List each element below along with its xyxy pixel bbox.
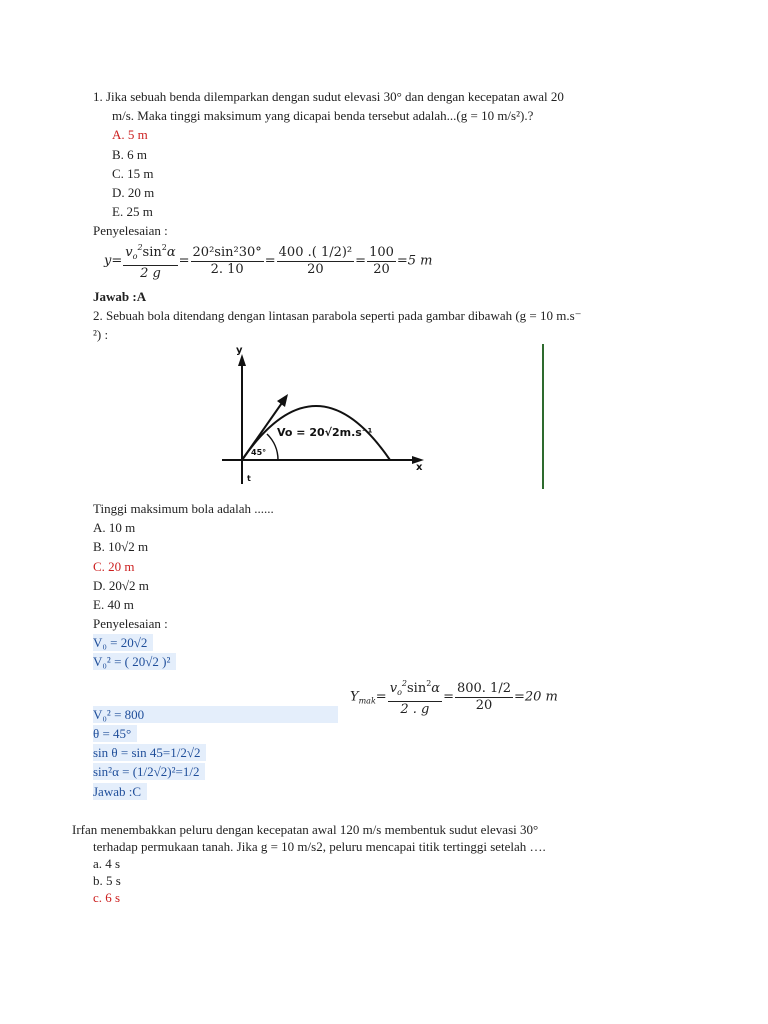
q3-option-c: c. 6 s xyxy=(93,890,121,905)
q1-option-e: E. 25 m xyxy=(112,204,153,219)
formula-v-sub: o xyxy=(132,252,138,261)
q2-step-v0: V₀ = 20√2 xyxy=(93,634,153,651)
formula-fraction-4 xyxy=(367,245,396,278)
q1-option-c: C. 15 m xyxy=(112,166,154,181)
formula-sin-sup: 2 xyxy=(161,243,167,252)
ymax-Y: Y xyxy=(350,689,359,705)
formula-result: =5 m xyxy=(396,253,433,269)
formula-alpha: α xyxy=(166,245,176,260)
q1-text-line1: 1. Jika sebuah benda dilemparkan dengan sudut elevasi 30° dan dengan kecepatan awal 20 xyxy=(93,89,564,104)
q2-option-c: C. 20 m xyxy=(93,559,135,574)
q1-option-b: B. 6 m xyxy=(112,147,148,162)
q2-step-sin-theta: sin θ = sin 45=1/2√2 xyxy=(93,744,206,761)
q2-step-sin-squared: sin²α = (1/2√2)²=1/2 xyxy=(93,763,205,780)
ymax-sub: mak xyxy=(358,696,376,706)
formula-y: y xyxy=(104,253,112,269)
q3-text-line2: terhadap permukaan tanah. Jika g = 10 m/s2, peluru mencapai titik tertinggi setelah …. xyxy=(93,839,546,854)
formula-f3-den: 20 xyxy=(307,261,324,277)
formula-f4-num: 100 xyxy=(369,244,394,260)
q2-option-e: E. 40 m xyxy=(93,597,134,612)
q3-option-a: a. 4 s xyxy=(93,856,121,871)
ymax-alpha: α xyxy=(431,681,441,696)
q2-ymax-formula: $Y_{mak}=$ $\frac{v_o^2\sin^2\alpha}{2 . g}$ = $\frac{800. 1/2}{20}$ =20 m xyxy=(350,676,558,718)
formula-f2-den: 2. 10 xyxy=(210,261,244,277)
velocity-label: Vo = 20√2m.s⁻¹ xyxy=(277,426,373,439)
q2-step-v0sq-800: V₀² = 800 xyxy=(93,706,338,723)
q2-option-a: A. 10 m xyxy=(93,520,136,535)
ymax-f2-den: 20 xyxy=(475,697,493,713)
q1-option-d: D. 20 m xyxy=(112,185,155,200)
q2-text-line1: 2. Sebuah bola ditendang dengan lintasan parabola seperti pada gambar dibawah (g = 10 m.s⁻ xyxy=(93,308,582,323)
q2-option-b: B. 10√2 m xyxy=(93,539,149,554)
ymax-f2-num: 800. 1/2 xyxy=(456,680,511,696)
ymax-sin: sin xyxy=(406,681,427,696)
q2-step-theta: θ = 45° xyxy=(93,725,137,742)
ymax-sin-sup: 2 xyxy=(426,679,432,688)
ymax-v: v xyxy=(389,681,398,696)
x-axis-label: x xyxy=(416,462,423,473)
vertical-green-line xyxy=(542,344,544,489)
ymax-fraction-2 xyxy=(455,681,513,714)
q1-text-line2: m/s. Maka tinggi maksimum yang dicapai benda tersebut adalah...(g = 10 m/s²).? xyxy=(112,108,534,123)
formula-v: v xyxy=(125,245,133,260)
formula-f4-den: 20 xyxy=(373,261,390,277)
q2-step-v0-squared: V₀² = ( 20√2 )² xyxy=(93,653,176,670)
angle-label: 45° xyxy=(251,448,267,457)
ymax-v-sup: 2 xyxy=(401,679,407,688)
q1-solution-label: Penyelesaian : xyxy=(93,223,168,238)
formula-fraction-2 xyxy=(191,245,264,278)
formula-eq: = xyxy=(111,253,123,269)
q1-answer: Jawab :A xyxy=(93,289,147,304)
y-axis-label: y xyxy=(236,345,243,356)
q2-solution-label: Penyelesaian : xyxy=(93,616,168,631)
formula-fraction-1 xyxy=(123,240,177,282)
ymax-v-sub: o xyxy=(397,688,402,697)
origin-t-label: t xyxy=(247,474,251,483)
formula-f2-num: 20²sin²30° xyxy=(192,244,262,260)
formula-fraction-3 xyxy=(277,245,355,278)
ymax-fraction-1 xyxy=(388,676,442,718)
formula-sin: sin xyxy=(142,245,162,260)
q3-option-b: b. 5 s xyxy=(93,873,121,888)
q2-text-line2: ²) : xyxy=(93,327,109,342)
trajectory-figure xyxy=(220,342,430,492)
q1-option-a: A. 5 m xyxy=(112,127,148,142)
formula-f1-den: 2 g xyxy=(140,266,161,281)
ymax-result: =20 m xyxy=(513,689,558,705)
q1-formula: y= $\frac{v_o^2\sin^2\alpha}{2 g}$ = $\frac{\text{20²sin²30°}}{2. 10}$ = $\frac{\text{400 .( 1/2)²}}{20}$ = $\frac{100}{20}$ =5 m xyxy=(104,240,433,282)
q2-answer: Jawab :C xyxy=(93,783,147,800)
q2-option-d: D. 20√2 m xyxy=(93,578,149,593)
ymax-f1-den: 2 . g xyxy=(400,702,430,717)
q3-text-line1: Irfan menembakkan peluru dengan kecepatan awal 120 m/s membentuk sudut elevasi 30° xyxy=(72,822,539,837)
formula-v-sup: 2 xyxy=(137,243,143,252)
formula-f3-num: 400 .( 1/2)² xyxy=(278,244,353,260)
q2-question: Tinggi maksimum bola adalah ...... xyxy=(93,501,274,516)
